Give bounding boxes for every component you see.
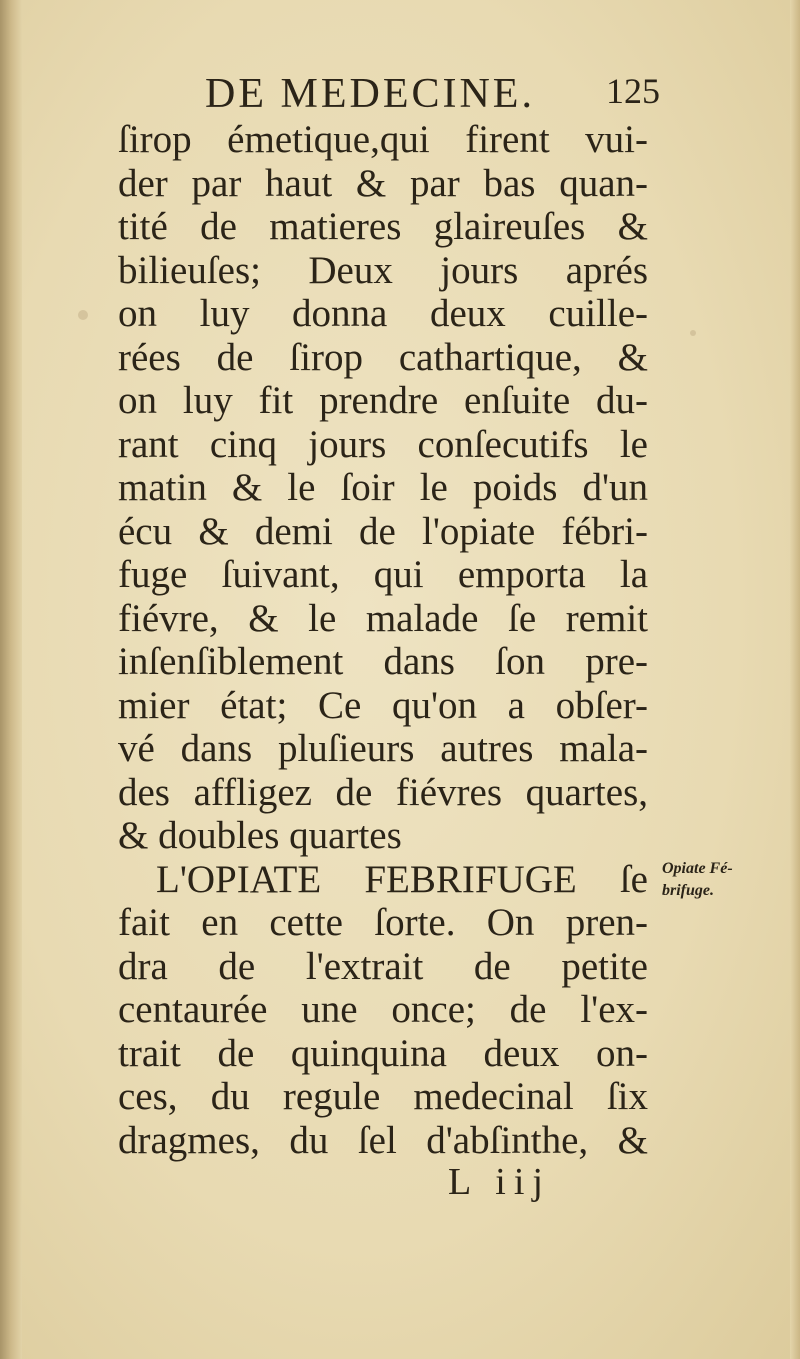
text-line: rées de ſirop cathartique, & [118, 335, 648, 379]
running-title: DE MEDECINE. [205, 71, 535, 117]
text-line: & doubles quartes [118, 814, 402, 857]
paper-spot [690, 330, 696, 336]
text-line: fiévre, & le malade ſe remit [118, 596, 648, 640]
text-line: rant cinq jours conſecutifs le [118, 422, 648, 466]
text-line: écu & demi de l'opiate fébri- [118, 509, 648, 553]
text-line: ſirop émetique,qui firent vui- [118, 118, 648, 161]
text-line: on luy fit prendre enſuite du- [118, 379, 648, 422]
margin-note-line: brifuge. [662, 882, 714, 899]
text-line: fuge ſuivant, qui emporta la [118, 553, 648, 596]
text-line: vé dans pluſieurs autres mala- [118, 727, 648, 770]
text-line: dragmes, du ſel d'abſinthe, & [118, 1118, 648, 1162]
section-heading-line: L'OPIATE FEBRIFUGE ſe [156, 857, 648, 901]
page-header [205, 70, 660, 120]
body-text [118, 118, 648, 1162]
text-line: bilieuſes; Deux jours aprés [118, 248, 648, 292]
text-line: tité de matieres glaireuſes & [118, 205, 648, 248]
text-line: mier état; Ce qu'on a obſer- [118, 683, 648, 727]
text-line: trait de quinquina deux on- [118, 1031, 648, 1075]
text-line: inſenſiblement dans ſon pre- [118, 640, 648, 683]
text-line: der par haut & par bas quan- [118, 161, 648, 205]
page-number: 125 [606, 71, 660, 111]
text-line: des affligez de fiévres quartes, [118, 770, 648, 814]
text-line: dra de l'extrait de petite [118, 944, 648, 988]
text-line: matin & le ſoir le poids d'un [118, 466, 648, 509]
paper-spot [78, 310, 88, 320]
text-line: on luy donna deux cuille- [118, 292, 648, 335]
margin-note-line: Opiate Fé- [662, 860, 733, 877]
text-line: ces, du regule medecinal ſix [118, 1075, 648, 1118]
page-binding-edge [0, 0, 22, 1359]
text-line: centaurée une once; de l'ex- [118, 988, 648, 1031]
signature-mark: L iij [448, 1161, 551, 1203]
page-right-edge [790, 0, 800, 1359]
text-line: fait en cette ſorte. On pren- [118, 901, 648, 944]
margin-note [662, 858, 792, 902]
